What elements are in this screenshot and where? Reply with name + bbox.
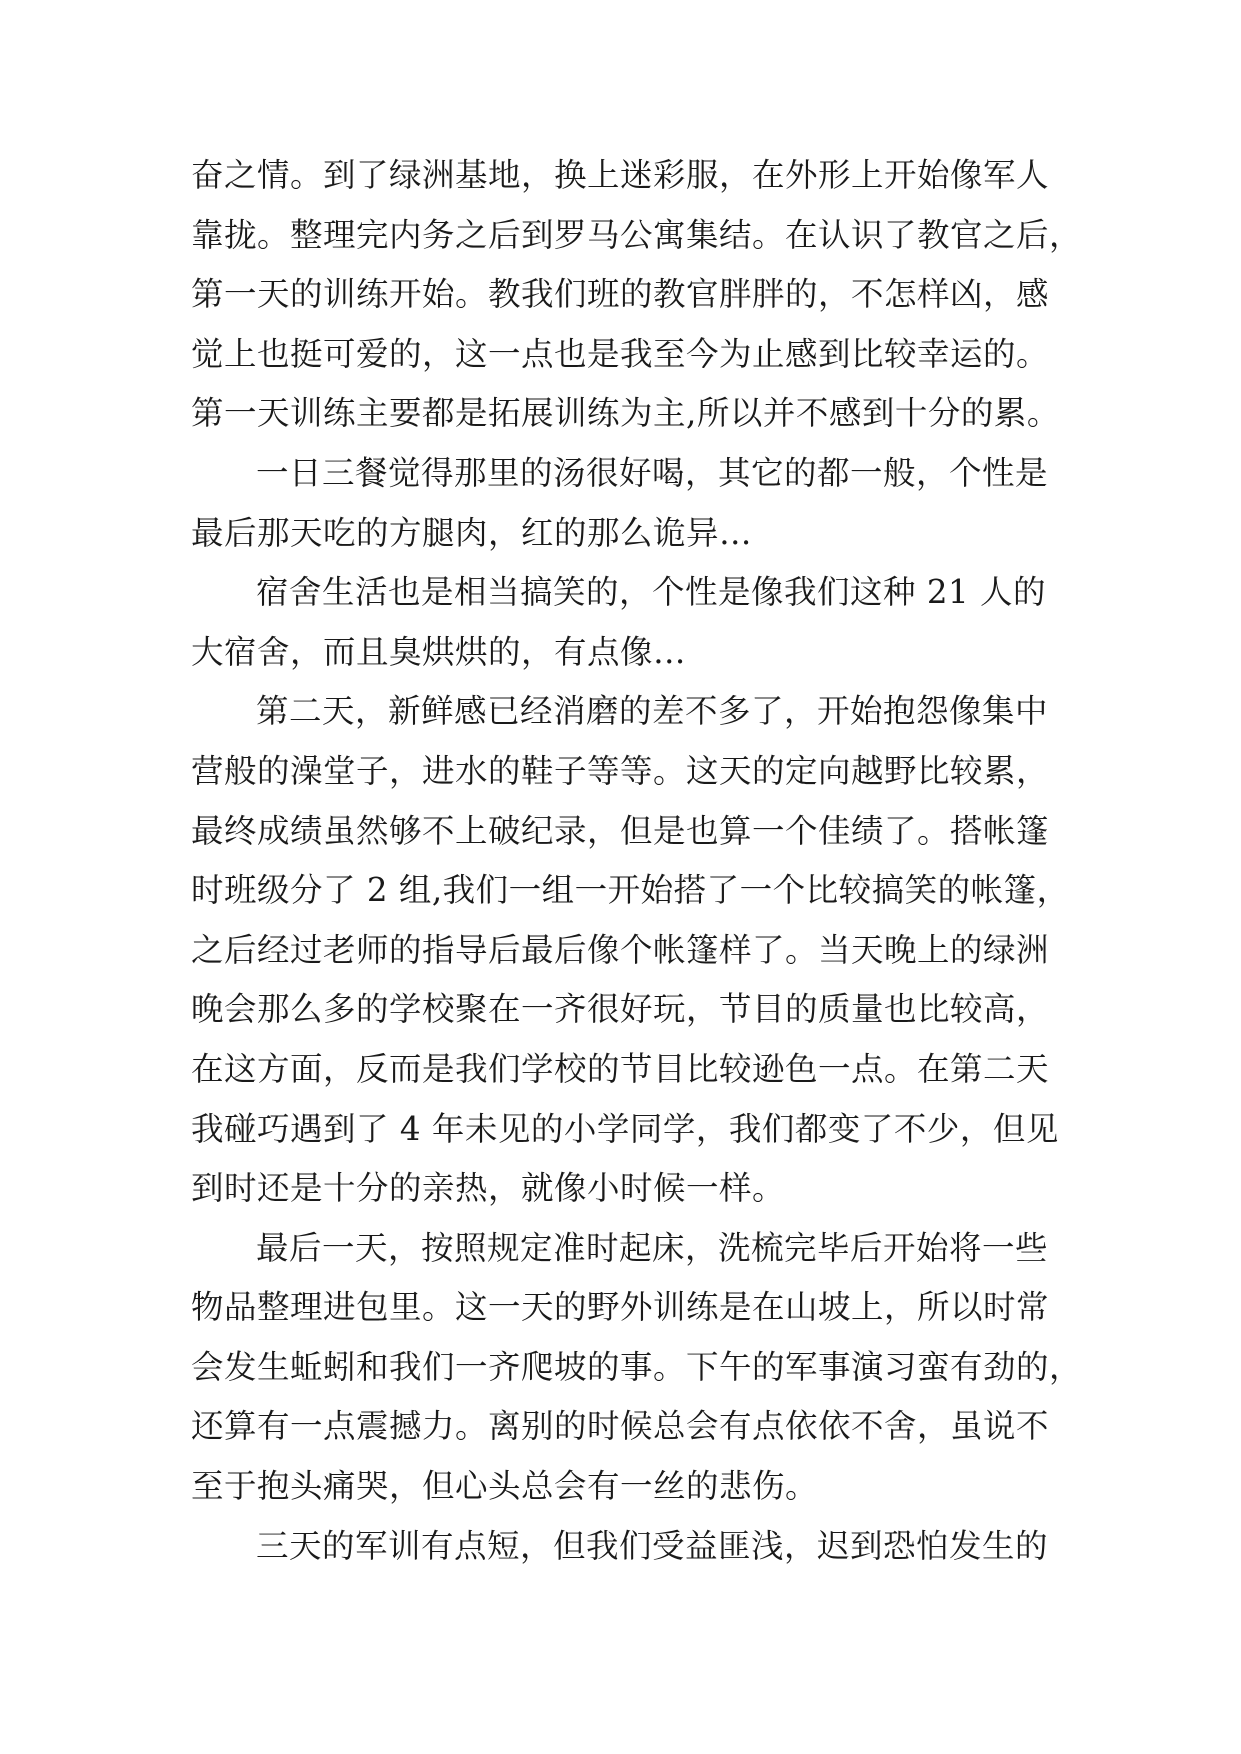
- text-line: 最后那天吃的方腿肉，红的那么诡异…: [191, 513, 753, 552]
- text-line: 营般的澡堂子，进水的鞋子等等。这天的定向越野比较累，: [191, 751, 1050, 790]
- paragraph: [191, 444, 1071, 504]
- paragraph-continuation: [191, 623, 1071, 683]
- paragraph-continuation: [191, 1278, 1083, 1516]
- text-line: 一日三餐觉得那里的汤很好喝，其它的都一般，个性是: [256, 453, 1049, 492]
- text-line: 大宿舍，而且臭烘烘的，有点像…: [191, 632, 687, 671]
- paragraph: [191, 1219, 1071, 1279]
- text-line: 第二天，新鲜感已经消磨的差不多了，开始抱怨像集中: [256, 692, 1049, 731]
- text-line: 在这方面，反而是我们学校的节目比较逊色一点。在第二天: [191, 1049, 1050, 1088]
- paragraph-continuation: [191, 742, 1071, 1219]
- text-line: 第一天的训练开始。教我们班的教官胖胖的，不怎样凶，感: [191, 275, 1050, 314]
- text-line: 最后一天，按照规定准时起床，洗梳完毕后开始将一些: [256, 1228, 1049, 1267]
- text-line: 会发生蚯蚓和我们一齐爬坡的事。下午的军事演习蛮有劲的，: [191, 1347, 1083, 1386]
- text-line: 靠拢。整理完内务之后到罗马公寓集结。在认识了教官之后，: [191, 215, 1083, 254]
- text-line: 三天的军训有点短，但我们受益匪浅，迟到恐怕发生的: [256, 1526, 1049, 1565]
- text-line: 到时还是十分的亲热，就像小时候一样。: [191, 1169, 786, 1208]
- text-line: 还算有一点震撼力。离别的时候总会有点依依不舍，虽说不: [191, 1407, 1050, 1446]
- text-line: 之后经过老师的指导后最后像个帐篷样了。当天晚上的绿洲: [191, 930, 1050, 969]
- paragraph-continuation: [191, 504, 1071, 564]
- text-line: 我碰巧遇到了 4 年未见的小学同学，我们都变了不少，但见: [191, 1109, 1059, 1148]
- text-line: 奋之情。到了绿洲基地，换上迷彩服，在外形上开始像军人: [191, 156, 1050, 194]
- paragraph: [191, 146, 1083, 444]
- paragraph: [191, 1517, 1071, 1577]
- paragraph: [191, 682, 1071, 742]
- text-line: 宿舍生活也是相当搞笑的，个性是像我们这种 21 人的: [256, 573, 1047, 612]
- text-line: 最终成绩虽然够不上破纪录，但是也算一个佳绩了。搭帐篷: [191, 811, 1050, 850]
- text-line: 觉上也挺可爱的，这一点也是我至今为止感到比较幸运的。: [191, 334, 1050, 373]
- text-line: 晚会那么多的学校聚在一齐很好玩，节目的质量也比较高，: [191, 990, 1050, 1029]
- text-line: 至于抱头痛哭，但心头总会有一丝的悲伤。: [191, 1467, 819, 1506]
- paragraph: [191, 563, 1071, 623]
- document-body: [191, 146, 1083, 1576]
- text-line: 第一天训练主要都是拓展训练为主,所以并不感到十分的累。: [191, 394, 1060, 433]
- text-line: 物品整理进包里。这一天的野外训练是在山坡上，所以时常: [191, 1288, 1050, 1327]
- text-line: 时班级分了 2 组,我们一组一开始搭了一个比较搞笑的帐篷，: [191, 871, 1070, 910]
